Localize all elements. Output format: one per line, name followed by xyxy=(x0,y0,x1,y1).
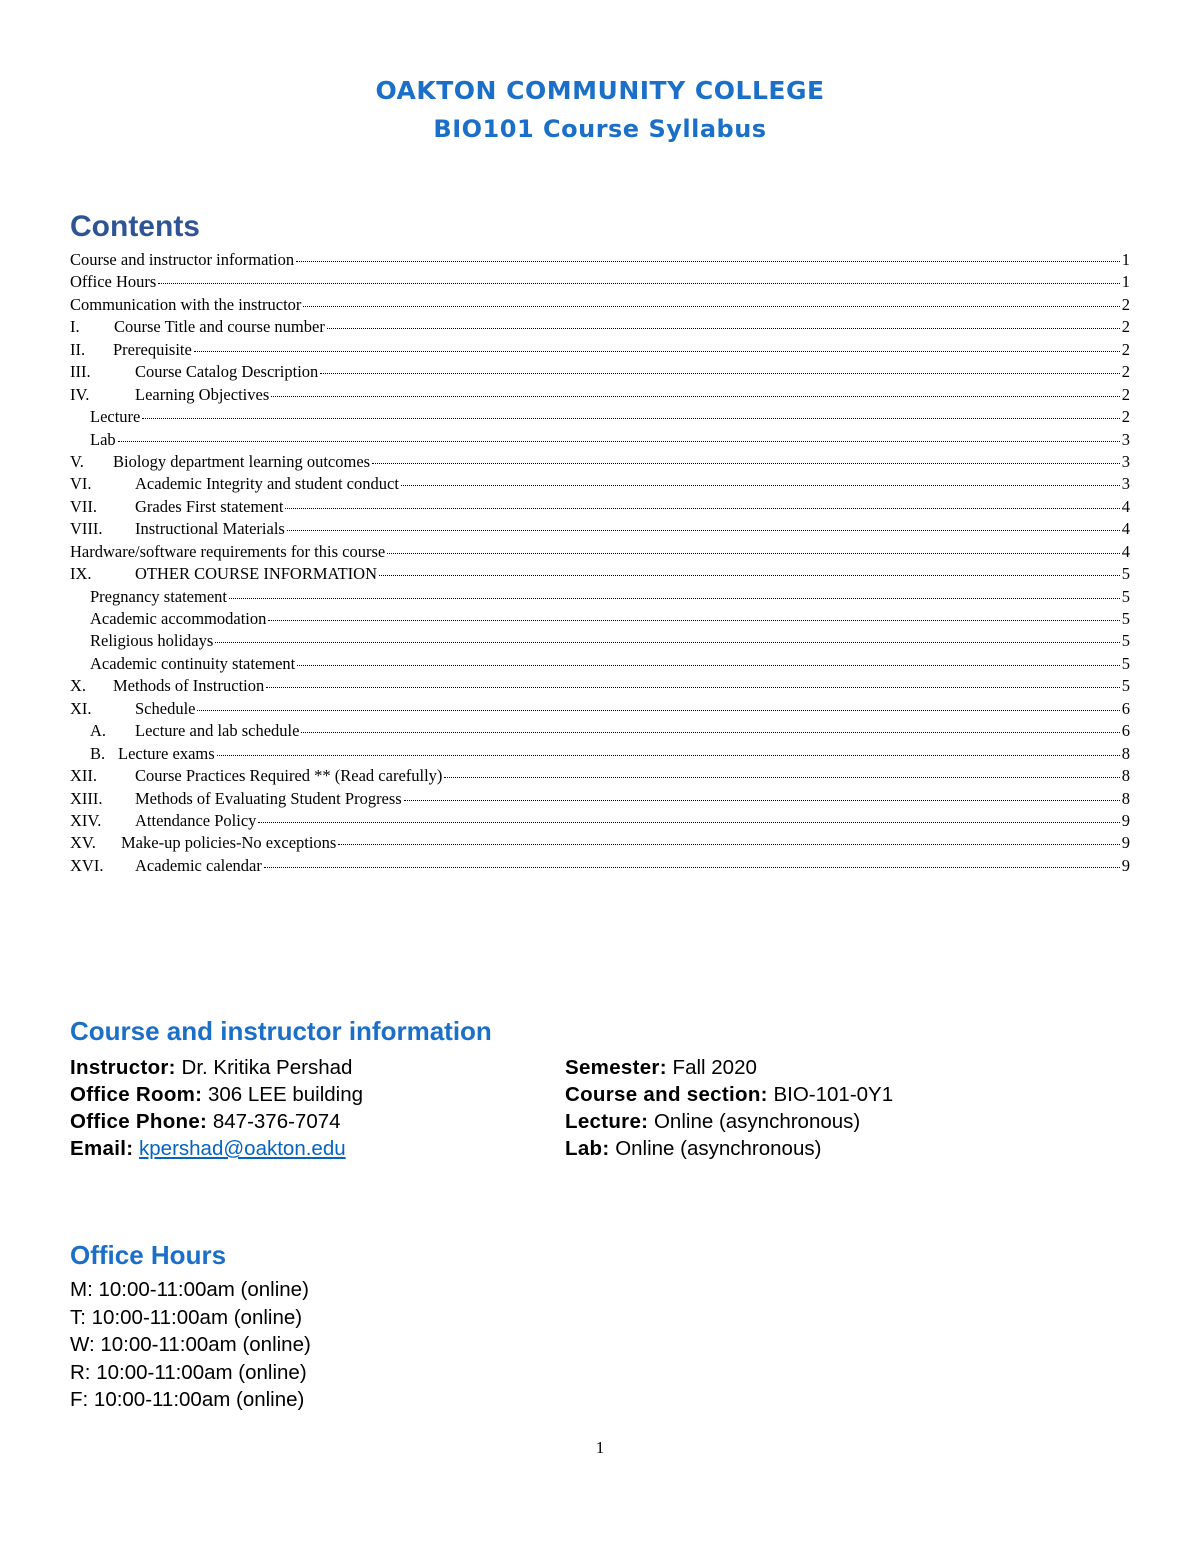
toc-entry-number: VI. xyxy=(70,474,92,494)
toc-entry-page: 1 xyxy=(1121,272,1130,292)
office-hours-row: W: 10:00-11:00am (online) xyxy=(70,1333,311,1356)
toc-entry-page: 5 xyxy=(1121,609,1130,628)
toc-dot-leader xyxy=(229,598,1120,599)
toc-entry-page: 3 xyxy=(1121,429,1130,449)
toc-entry-page: 5 xyxy=(1121,564,1130,584)
toc-entry-page: 2 xyxy=(1121,407,1130,427)
table-of-contents xyxy=(70,249,1130,877)
toc-dot-leader xyxy=(268,620,1119,621)
toc-entry-page: 5 xyxy=(1121,631,1130,651)
toc-entry-page: 9 xyxy=(1121,810,1130,830)
toc-entry[interactable] xyxy=(70,832,1130,854)
toc-entry-title: Biology department learning outcomes xyxy=(113,451,371,471)
toc-entry-title: Office Hours xyxy=(70,272,157,292)
toc-dot-leader xyxy=(338,844,1119,845)
toc-entry-title: Lecture xyxy=(90,407,141,427)
toc-entry-page: 5 xyxy=(1121,676,1130,696)
toc-entry[interactable] xyxy=(70,271,1130,293)
toc-entry-title: Academic continuity statement xyxy=(90,653,296,673)
toc-entry[interactable] xyxy=(70,563,1130,585)
toc-entry-page: 4 xyxy=(1121,496,1130,516)
toc-entry-number: B. xyxy=(90,743,106,763)
toc-entry-page: 2 xyxy=(1121,339,1130,359)
college-name: OAKTON COMMUNITY COLLEGE xyxy=(375,76,825,105)
toc-entry[interactable] xyxy=(70,630,1130,652)
toc-dot-leader xyxy=(215,642,1119,643)
toc-dot-leader xyxy=(444,777,1119,778)
toc-entry-title: Course Catalog Description xyxy=(135,362,319,382)
toc-entry-title: Course and instructor information xyxy=(70,250,295,269)
toc-entry[interactable] xyxy=(70,653,1130,675)
toc-entry-title: Instructional Materials xyxy=(135,519,285,539)
toc-entry-page: 2 xyxy=(1121,294,1130,314)
office-hours-row: M: 10:00-11:00am (online) xyxy=(70,1278,309,1301)
toc-entry-page: 5 xyxy=(1121,586,1130,606)
toc-entry-page: 5 xyxy=(1121,653,1130,673)
instructor-details xyxy=(70,1054,363,1162)
toc-dot-leader xyxy=(297,665,1119,666)
section-value: BIO-101-0Y1 xyxy=(773,1083,894,1106)
lab-value: Online (asynchronous) xyxy=(615,1137,822,1160)
contents-heading: Contents xyxy=(70,210,200,243)
toc-dot-leader xyxy=(379,575,1120,576)
toc-entry[interactable] xyxy=(70,249,1130,271)
toc-dot-leader xyxy=(327,328,1120,329)
toc-entry-number: I. xyxy=(70,317,80,337)
toc-entry-number: V. xyxy=(70,451,84,471)
semester-label: Semester: xyxy=(565,1056,667,1079)
section-row xyxy=(565,1081,893,1108)
toc-dot-leader xyxy=(303,306,1119,307)
section-label: Course and section: xyxy=(565,1083,768,1106)
toc-entry-number: XV. xyxy=(70,833,96,853)
toc-entry-title: Pregnancy statement xyxy=(90,586,227,606)
toc-entry[interactable] xyxy=(70,541,1130,563)
lab-label: Lab: xyxy=(565,1137,610,1160)
email-link[interactable]: kpershad@oakton.edu xyxy=(139,1137,346,1160)
instructor-value: Dr. Kritika Pershad xyxy=(181,1056,353,1079)
toc-dot-leader xyxy=(197,710,1119,711)
toc-entry[interactable] xyxy=(70,473,1130,495)
toc-entry-title: Academic accommodation xyxy=(90,609,267,628)
toc-entry[interactable] xyxy=(70,429,1130,451)
lecture-row xyxy=(565,1108,893,1135)
toc-entry-title: Learning Objectives xyxy=(135,384,270,404)
toc-dot-leader xyxy=(301,732,1119,733)
toc-entry-title: Lab xyxy=(90,429,116,449)
toc-dot-leader xyxy=(118,441,1120,442)
toc-entry[interactable] xyxy=(70,675,1130,697)
lecture-value: Online (asynchronous) xyxy=(653,1110,861,1133)
toc-entry-page: 4 xyxy=(1121,519,1130,539)
toc-entry-number: XII. xyxy=(70,766,98,786)
toc-entry-page: 8 xyxy=(1121,743,1130,763)
toc-dot-leader xyxy=(372,463,1120,464)
toc-dot-leader xyxy=(266,687,1120,688)
toc-entry-page: 9 xyxy=(1121,855,1130,875)
toc-entry-page: 2 xyxy=(1121,317,1130,337)
toc-entry-title: Course Practices Required ** (Read carefully) xyxy=(135,766,443,786)
toc-entry-page: 3 xyxy=(1121,474,1130,494)
toc-entry[interactable] xyxy=(70,339,1130,361)
office-hours-row: T: 10:00-11:00am (online) xyxy=(70,1305,303,1329)
course-info-heading: Course and instructor information xyxy=(70,1016,492,1046)
toc-dot-leader xyxy=(194,351,1120,352)
toc-dot-leader xyxy=(258,822,1119,823)
office-hours-row: F: 10:00-11:00am (online) xyxy=(70,1388,305,1411)
instructor-row xyxy=(70,1054,363,1081)
toc-entry[interactable] xyxy=(70,855,1130,877)
toc-dot-leader xyxy=(158,283,1119,284)
toc-entry-title: Religious holidays xyxy=(90,631,214,651)
toc-entry-page: 6 xyxy=(1121,721,1130,741)
toc-dot-leader xyxy=(296,261,1120,262)
toc-entry[interactable] xyxy=(70,586,1130,608)
toc-entry-title: Methods of Instruction xyxy=(113,676,265,696)
office-room-label: Office Room: xyxy=(70,1083,203,1106)
toc-entry-title: Lecture and lab schedule xyxy=(135,721,300,741)
lecture-label: Lecture: xyxy=(565,1110,649,1133)
toc-entry[interactable] xyxy=(70,294,1130,316)
toc-entry-title: Communication with the instructor xyxy=(70,294,302,314)
toc-entry-page: 9 xyxy=(1121,833,1130,853)
toc-entry-title: Make-up policies-No exceptions xyxy=(121,833,337,853)
toc-entry[interactable] xyxy=(70,608,1130,630)
toc-dot-leader xyxy=(287,530,1120,531)
office-hours-row: R: 10:00-11:00am (online) xyxy=(70,1360,307,1384)
course-details xyxy=(565,1054,893,1162)
toc-entry[interactable] xyxy=(70,451,1130,473)
toc-entry-number: XIII. xyxy=(70,788,103,808)
toc-entry-page: 6 xyxy=(1121,698,1130,718)
toc-entry[interactable] xyxy=(70,496,1130,518)
toc-dot-leader xyxy=(387,553,1120,554)
toc-entry-page: 8 xyxy=(1121,788,1130,808)
lab-row xyxy=(565,1135,893,1162)
toc-entry-number: X. xyxy=(70,676,87,696)
toc-entry-number: IV. xyxy=(70,384,90,404)
email-row xyxy=(70,1135,363,1162)
toc-dot-leader xyxy=(271,396,1120,397)
toc-entry-title: Academic Integrity and student conduct xyxy=(135,474,399,494)
toc-entry-number: XVI. xyxy=(70,855,104,875)
semester-row xyxy=(565,1054,893,1081)
toc-entry-title: Prerequisite xyxy=(113,339,192,359)
toc-entry-number: XI. xyxy=(70,698,92,718)
toc-entry-title: Lecture exams xyxy=(118,743,215,763)
office-phone-value: 847-376-7074 xyxy=(212,1110,341,1133)
toc-entry-title: Schedule xyxy=(135,698,196,718)
toc-entry-page: 8 xyxy=(1121,766,1130,786)
toc-entry[interactable] xyxy=(70,384,1130,406)
toc-entry-number: II. xyxy=(70,339,86,359)
office-phone-row xyxy=(70,1108,363,1135)
toc-entry[interactable] xyxy=(70,406,1130,428)
toc-entry-page: 1 xyxy=(1121,250,1130,269)
toc-dot-leader xyxy=(264,867,1120,868)
toc-entry-title: OTHER COURSE INFORMATION xyxy=(135,564,378,584)
toc-entry-number: VIII. xyxy=(70,519,103,539)
toc-entry-page: 3 xyxy=(1121,451,1130,471)
toc-entry-title: Grades First statement xyxy=(135,496,284,516)
toc-entry[interactable] xyxy=(70,316,1130,338)
toc-entry-page: 4 xyxy=(1121,541,1130,561)
toc-entry[interactable] xyxy=(70,765,1130,787)
office-phone-label: Office Phone: xyxy=(70,1110,208,1133)
toc-entry-number: A. xyxy=(90,721,107,741)
toc-entry-title: Course Title and course number xyxy=(114,317,325,337)
toc-dot-leader xyxy=(142,418,1119,419)
instructor-label: Instructor: xyxy=(70,1056,176,1079)
toc-entry-number: III. xyxy=(70,362,91,382)
office-hours-list xyxy=(70,1276,311,1414)
toc-entry[interactable] xyxy=(70,788,1130,810)
toc-entry-title: Attendance Policy xyxy=(135,810,257,830)
toc-dot-leader xyxy=(285,508,1119,509)
toc-entry[interactable] xyxy=(70,720,1130,742)
course-syllabus-title: BIO101 Course Syllabus xyxy=(433,115,767,143)
semester-value: Fall 2020 xyxy=(672,1056,757,1079)
toc-entry[interactable] xyxy=(70,518,1130,540)
toc-dot-leader xyxy=(401,485,1120,486)
toc-entry-page: 2 xyxy=(1121,384,1130,404)
toc-entry-page: 2 xyxy=(1121,362,1130,382)
toc-entry[interactable] xyxy=(70,743,1130,765)
toc-dot-leader xyxy=(217,755,1120,756)
toc-entry-number: VII. xyxy=(70,496,98,516)
toc-entry-title: Methods of Evaluating Student Progress xyxy=(135,788,402,808)
toc-entry[interactable] xyxy=(70,698,1130,720)
toc-entry[interactable] xyxy=(70,361,1130,383)
toc-dot-leader xyxy=(320,373,1119,374)
page-number: 1 xyxy=(595,1438,605,1457)
toc-entry[interactable] xyxy=(70,810,1130,832)
email-label: Email: xyxy=(70,1137,134,1160)
toc-entry-number: XIV. xyxy=(70,810,102,830)
toc-dot-leader xyxy=(404,800,1120,801)
toc-entry-number: IX. xyxy=(70,564,92,584)
office-room-value: 306 LEE building xyxy=(208,1083,364,1106)
office-hours-heading: Office Hours xyxy=(70,1240,227,1270)
office-room-row xyxy=(70,1081,363,1108)
toc-entry-title: Hardware/software requirements for this course xyxy=(70,541,386,561)
toc-entry-title: Academic calendar xyxy=(135,855,262,875)
